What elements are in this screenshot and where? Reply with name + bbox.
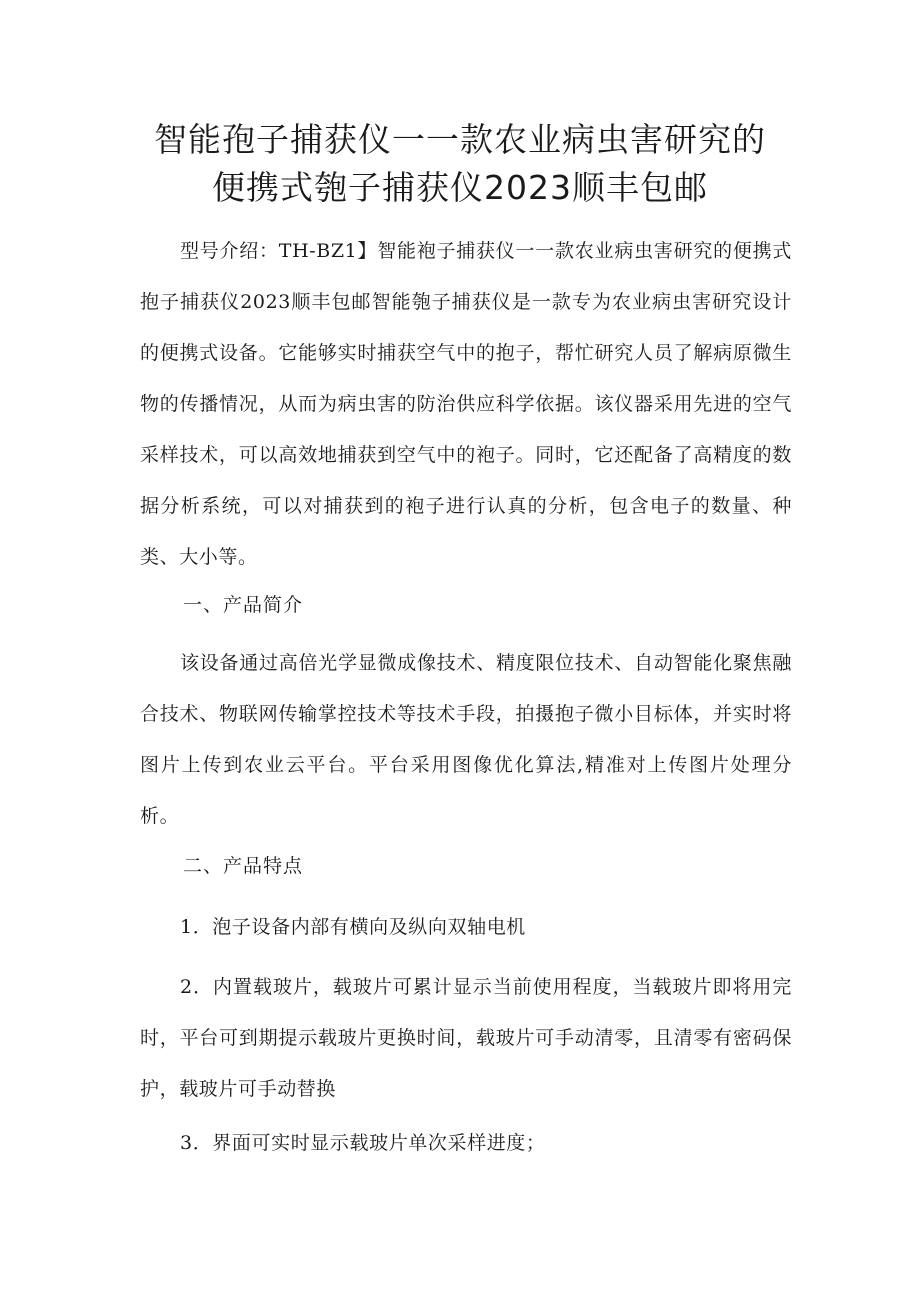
feature-item-2: 2．内置载玻片，载玻片可累计显示当前使用程度，当载玻片即将用完时，平台可到期提示载玻片更换时间，载玻片可手动清零，且清零有密码保护，载玻片可手动替换: [140, 976, 792, 1100]
section-body-intro: 该设备通过高倍光学显微成像技术、精度限位技术、自动智能化聚焦融合技术、物联网传输掌控技术等技术手段，拍摄抱子微小目标体，并实时将图片上传到农业云平台。平台采用图像优化算法,精准对上传图片处理分析。: [140, 652, 792, 827]
title-line-1: 智能孢子捕获仪一一款农业病虫害研究的: [154, 120, 766, 159]
feature-item-1: 1．泡子设备内部有横向及纵向双轴电机: [180, 916, 526, 938]
section-heading-features: 二、产品特点: [183, 855, 304, 877]
intro-paragraph: 型号介绍：TH-BZ1】智能袍子捕获仪一一款农业病虫害研究的便携式抱子捕获仪2023顺丰包邮智能匏子捕获仪是一款专为农业病虫害研究设计的便携式设备。它能够实时捕获空气中的抱子，帮忙研究人员了解病原微生物的传播情况，从而为病虫害的防治供应科学依据。该仪器采用先进的空气采样技术，可以高效地捕获到空气中的袍子。同时，它还配备了高精度的数据分析系统，可以对捕获到的袍子进行认真的分析，包含电子的数量、种类、大小等。: [140, 240, 792, 568]
feature-item-3: 3．界面可实时显示载玻片单次采样进度；: [180, 1132, 546, 1154]
title-line-2: 便携式匏子捕获仪2023顺丰包邮: [212, 168, 708, 207]
section-heading-intro: 一、产品简介: [183, 594, 304, 616]
